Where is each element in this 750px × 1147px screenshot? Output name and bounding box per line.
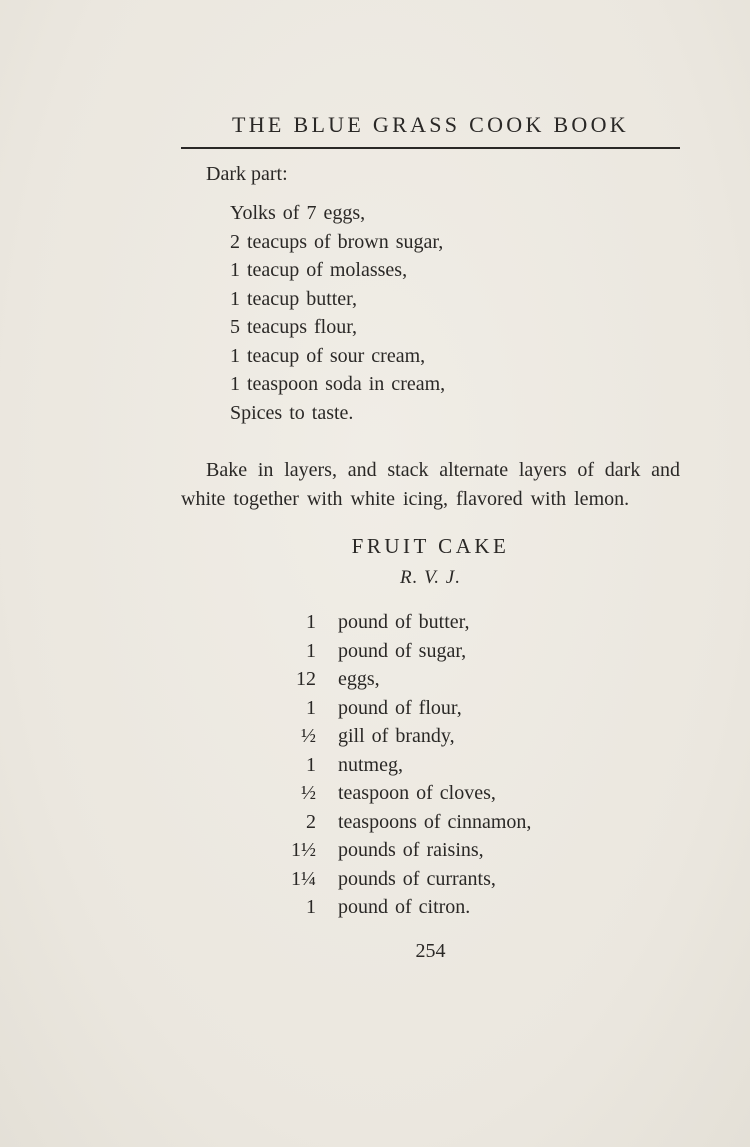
ingredient-quantity: 1 xyxy=(306,753,316,776)
dark-part-ingredient: Yolks of 7 eggs, xyxy=(230,202,366,224)
ingredient-quantity: 1 xyxy=(306,696,316,719)
header-rule xyxy=(181,147,680,149)
ingredient-row xyxy=(280,779,531,808)
ingredient-quantity: 1¼ xyxy=(291,867,316,890)
ingredient-name: nutmeg, xyxy=(338,753,403,776)
ingredient-row xyxy=(280,808,531,837)
dark-part-ingredient: Spices to taste. xyxy=(230,401,354,424)
ingredient-name: pound of flour, xyxy=(338,696,462,719)
dark-part-ingredient: 1 teacup of sour cream, xyxy=(230,344,426,367)
running-head-title: THE BLUE GRASS COOK BOOK xyxy=(232,112,629,137)
page-number: 254 xyxy=(415,940,446,962)
ingredient-quantity: ½ xyxy=(301,725,316,747)
ingredient-quantity: ½ xyxy=(301,782,316,804)
ingredient-name: pound of sugar, xyxy=(338,639,467,662)
ingredient-name: pound of citron. xyxy=(338,896,471,918)
ingredient-row xyxy=(280,694,531,723)
ingredient-quantity: 1 xyxy=(306,639,316,662)
ingredient-quantity: 2 xyxy=(306,810,316,833)
ingredient-row xyxy=(280,637,531,666)
ingredient-quantity: 1½ xyxy=(291,839,316,861)
dark-part-heading: Dark part: xyxy=(206,163,288,185)
fruit-cake-ingredient-list xyxy=(280,608,531,922)
ingredient-name: gill of brandy, xyxy=(338,725,455,747)
ingredient-name: pounds of currants, xyxy=(338,867,496,890)
dark-part-ingredient: 1 teacup of molasses, xyxy=(230,259,408,281)
recipe-author: R. V. J. xyxy=(400,567,461,588)
ingredient-quantity: 1 xyxy=(306,611,316,633)
ingredient-row xyxy=(280,865,531,894)
ingredient-quantity: 1 xyxy=(306,896,316,918)
dark-part-ingredient-list xyxy=(230,199,445,427)
ingredient-row xyxy=(280,722,531,751)
ingredient-row xyxy=(280,893,531,922)
baking-instructions: Bake in layers, and stack alternate layers of dark and white together with white icing, flavored with lemon. xyxy=(181,459,680,510)
ingredient-row xyxy=(280,665,531,694)
ingredient-row xyxy=(280,751,531,780)
ingredient-name: pound of butter, xyxy=(338,611,470,633)
ingredient-quantity: 12 xyxy=(296,668,316,690)
dark-part-ingredient: 1 teacup butter, xyxy=(230,287,358,310)
recipe-title: FRUIT CAKE xyxy=(351,534,510,558)
ingredient-row xyxy=(280,608,531,637)
ingredient-name: eggs, xyxy=(338,668,380,690)
ingredient-name: teaspoon of cloves, xyxy=(338,782,496,804)
ingredient-name: teaspoons of cinnamon, xyxy=(338,810,532,833)
ingredient-row xyxy=(280,836,531,865)
dark-part-ingredient: 2 teacups of brown sugar, xyxy=(230,230,444,253)
ingredient-name: pounds of raisins, xyxy=(338,839,484,861)
dark-part-ingredient: 1 teaspoon soda in cream, xyxy=(230,373,446,395)
dark-part-ingredient: 5 teacups flour, xyxy=(230,316,358,338)
